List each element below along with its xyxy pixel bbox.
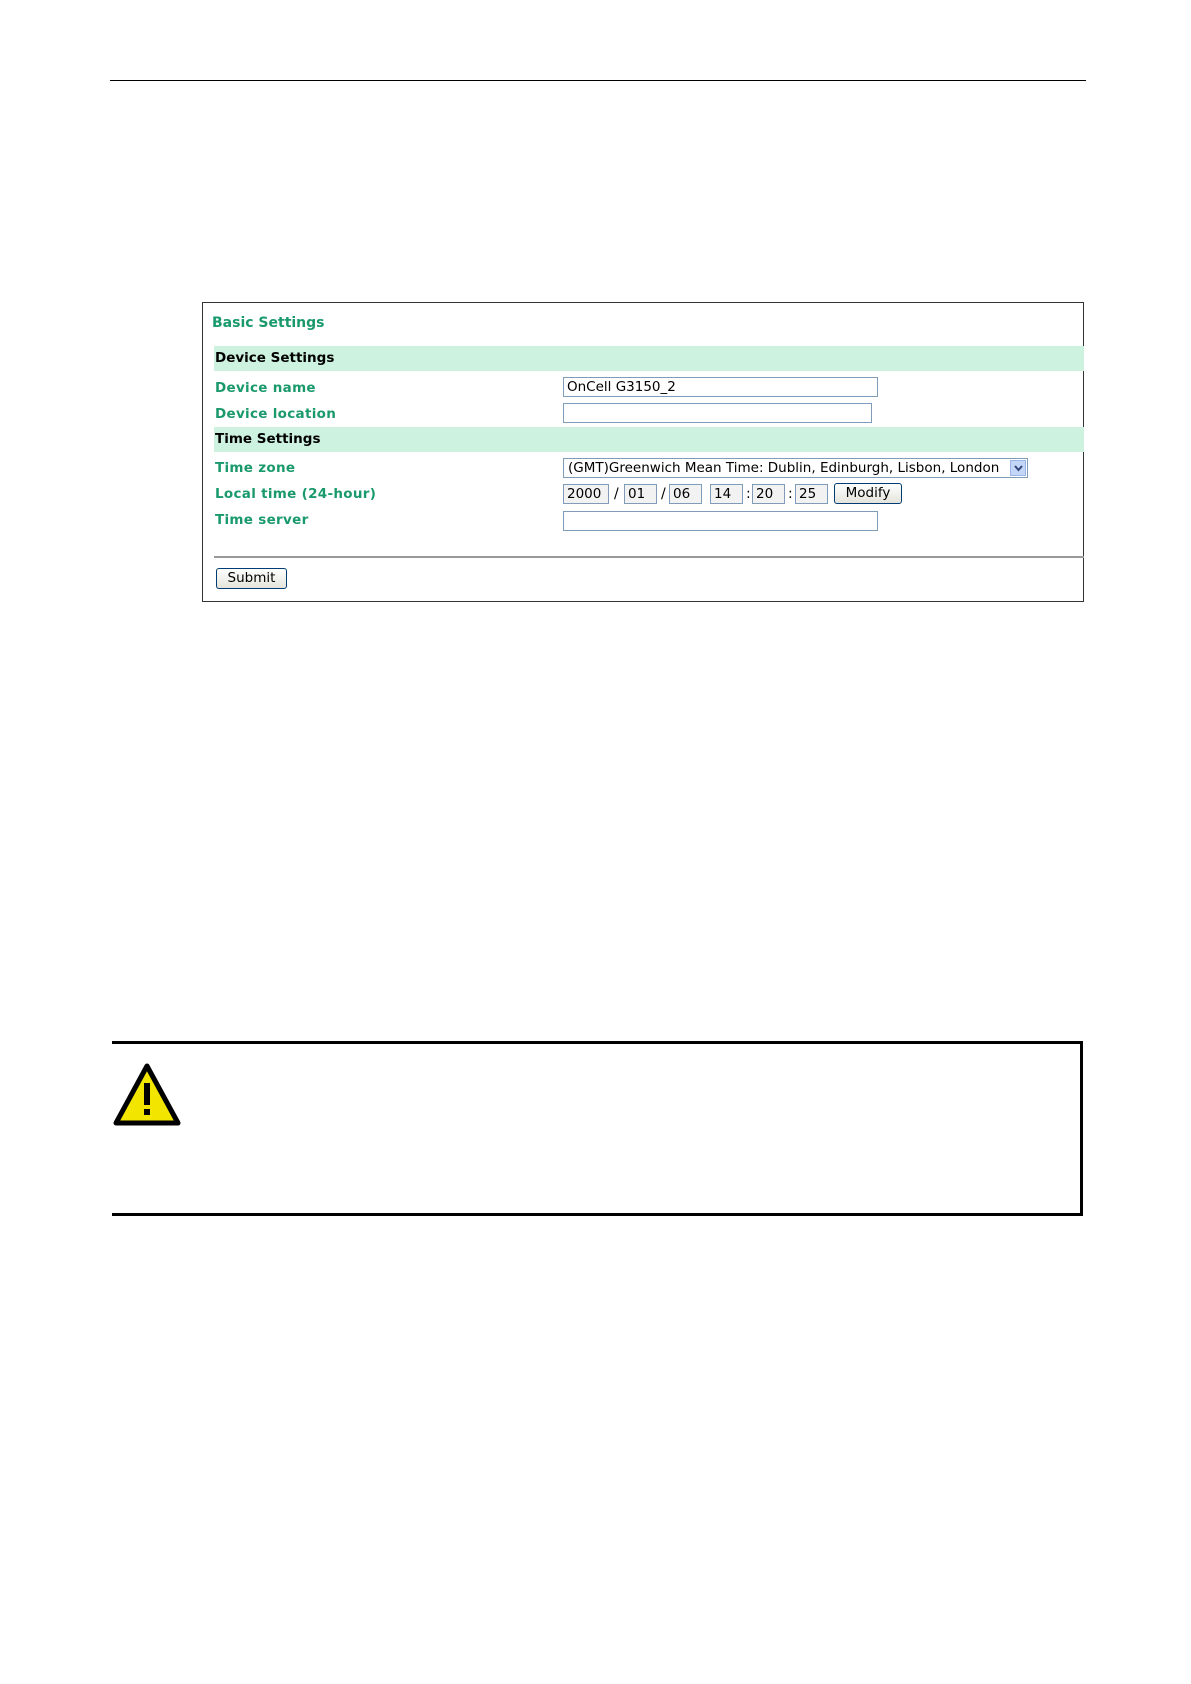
device-location-input[interactable]: [563, 403, 872, 423]
local-time-label: Local time (24-hour): [215, 486, 377, 502]
submit-button[interactable]: Submit: [216, 568, 287, 589]
time-settings-header: Time Settings: [214, 427, 1084, 452]
local-time-day[interactable]: 06: [669, 484, 702, 504]
time-server-label: Time server: [215, 512, 309, 528]
local-time-month[interactable]: 01: [624, 484, 657, 504]
warning-triangle-icon: [113, 1063, 181, 1130]
date-separator: /: [614, 486, 619, 502]
local-time-year[interactable]: 2000: [563, 484, 609, 504]
warning-box: [112, 1041, 1083, 1216]
time-zone-label: Time zone: [215, 460, 296, 476]
local-time-minute[interactable]: 20: [752, 484, 785, 504]
time-server-input[interactable]: [563, 511, 878, 531]
time-separator: :: [788, 486, 793, 502]
modify-button[interactable]: Modify: [834, 483, 902, 504]
form-divider: [214, 556, 1084, 558]
time-zone-selected-value: (GMT)Greenwich Mean Time: Dublin, Edinburgh, Lisbon, London: [568, 460, 1000, 476]
device-name-input[interactable]: [563, 377, 878, 397]
device-location-label: Device location: [215, 406, 337, 422]
local-time-second[interactable]: 25: [795, 484, 828, 504]
time-zone-select[interactable]: [563, 458, 1028, 478]
page-header-rule: [110, 80, 1086, 81]
device-name-label: Device name: [215, 380, 316, 396]
chevron-down-icon[interactable]: [1010, 460, 1026, 476]
date-separator: /: [661, 486, 666, 502]
time-separator: :: [746, 486, 751, 502]
local-time-hour[interactable]: 14: [710, 484, 743, 504]
panel-title: Basic Settings: [212, 315, 325, 331]
device-settings-header: Device Settings: [214, 346, 1084, 371]
basic-settings-panel: [202, 302, 1084, 602]
